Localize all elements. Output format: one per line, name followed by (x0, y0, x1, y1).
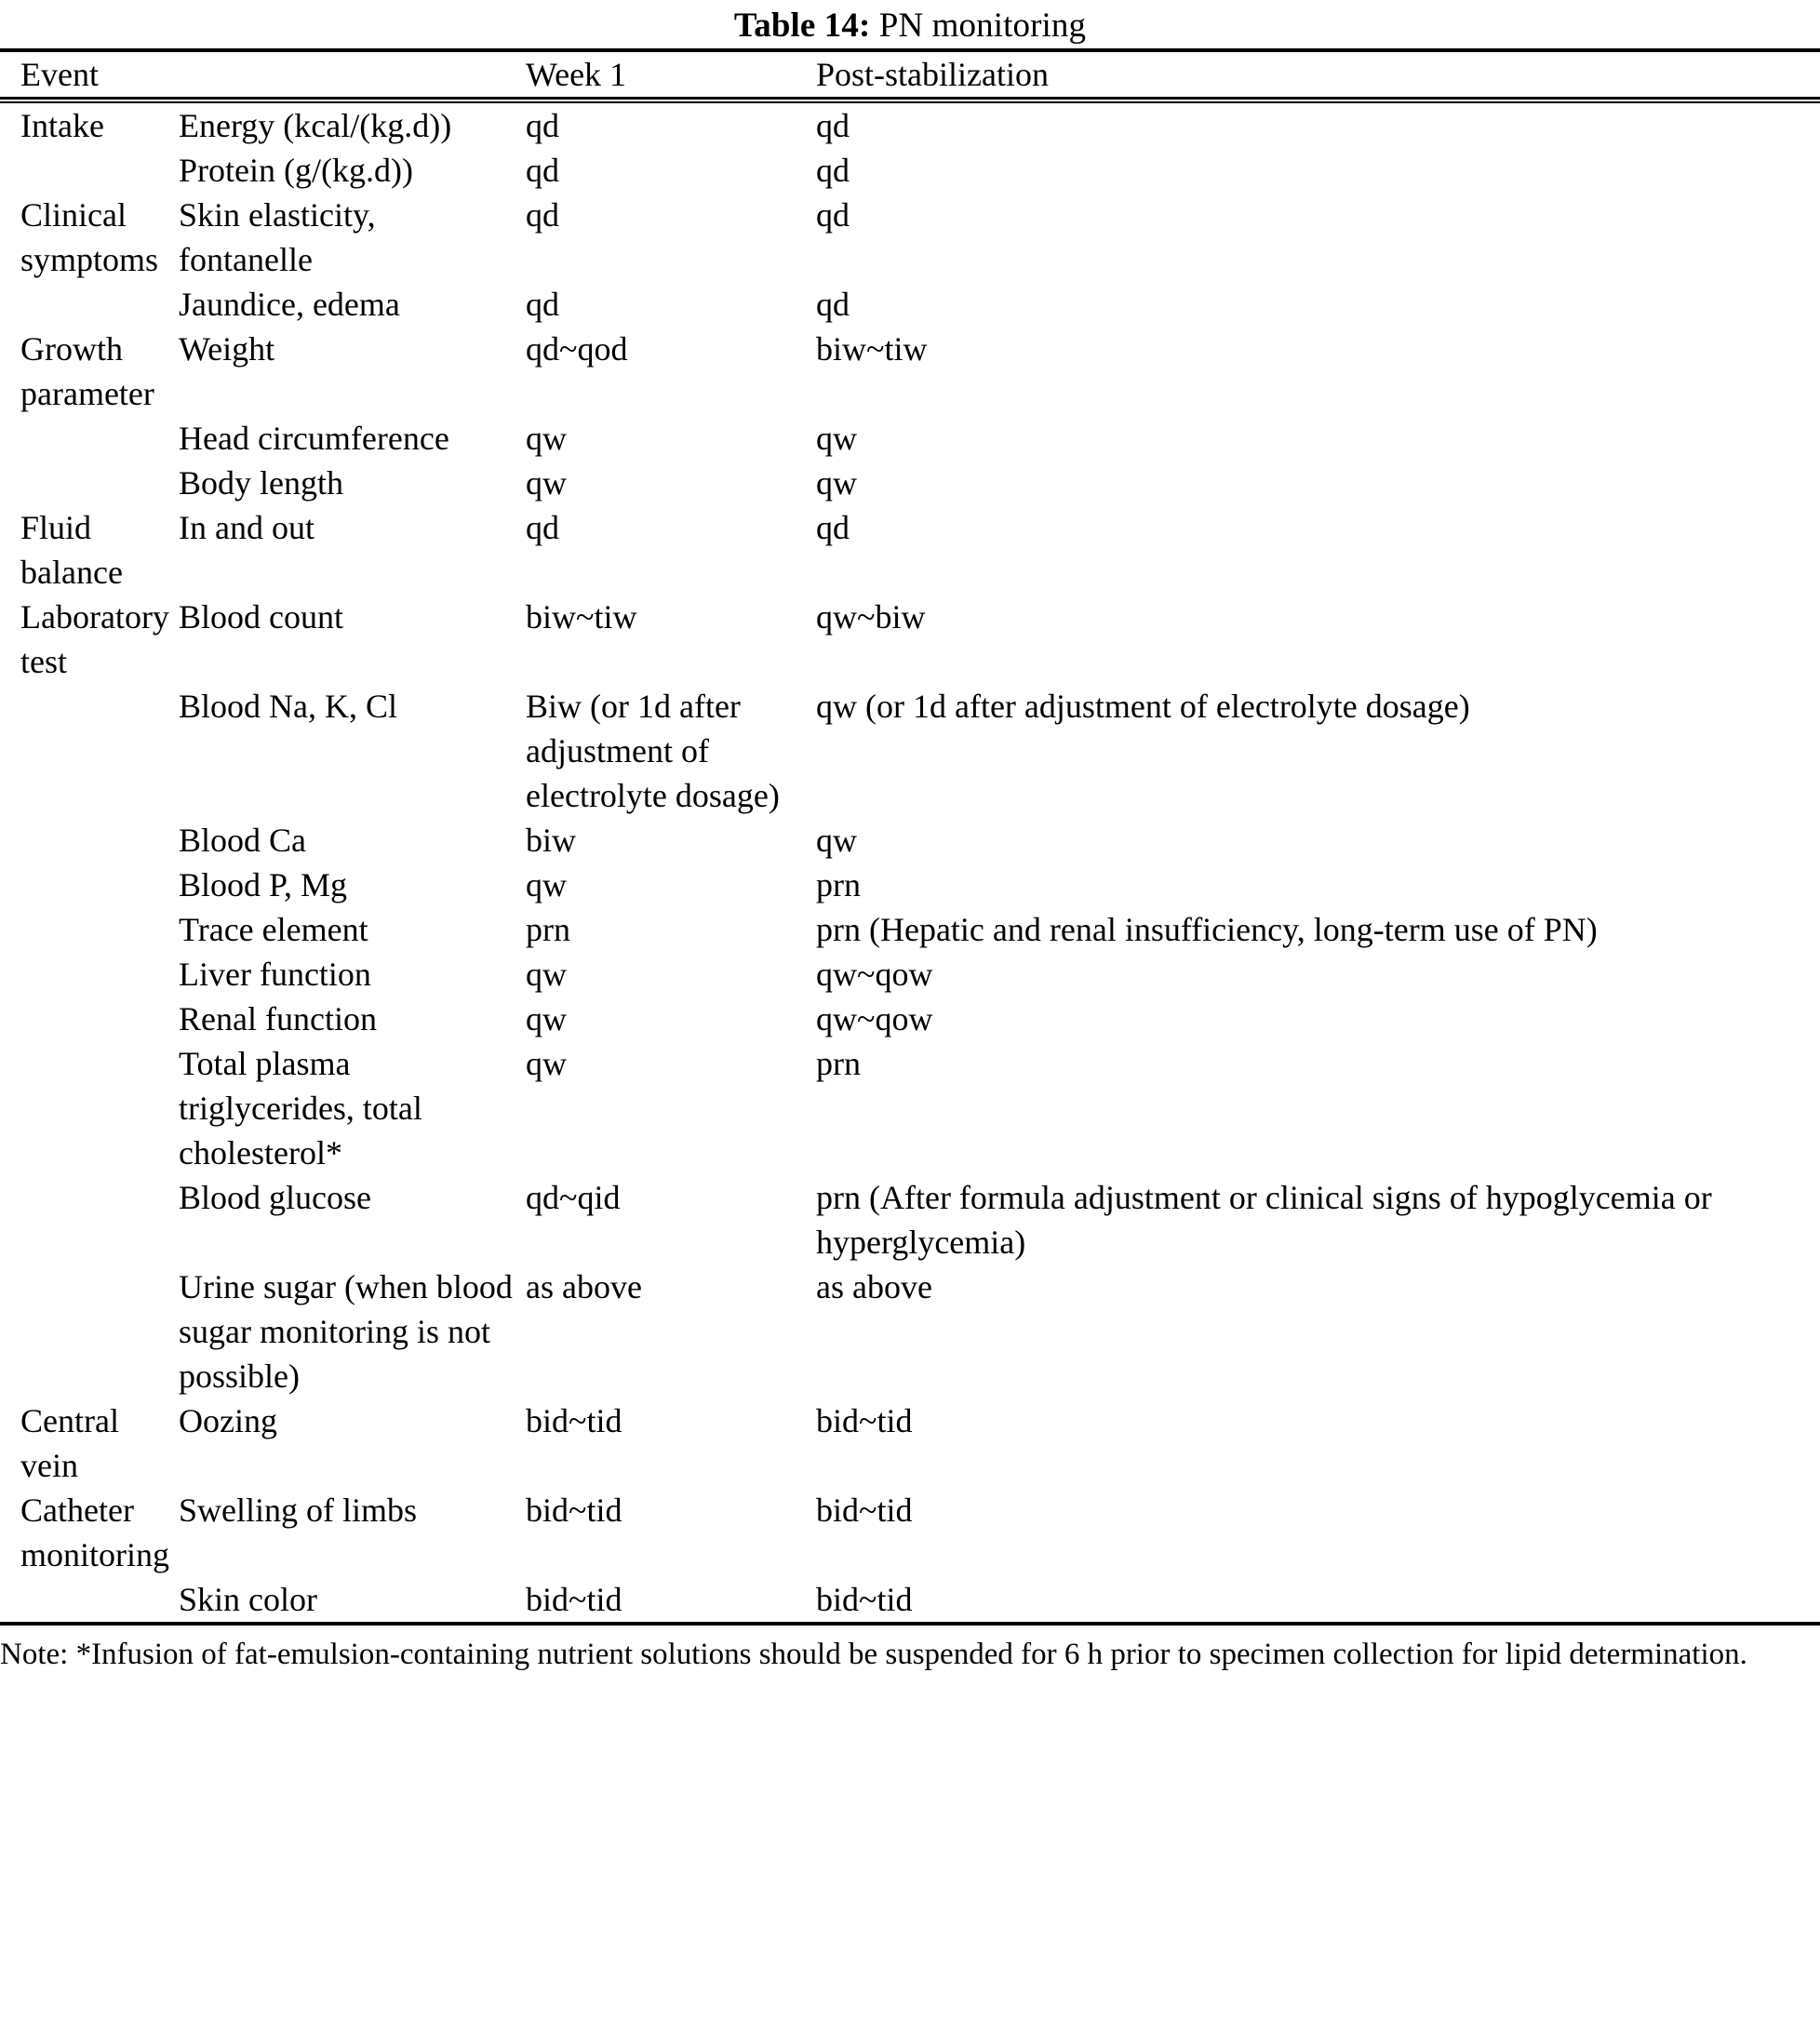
table-caption (0, 0, 1820, 48)
row-post-stabilization-value: prn (816, 866, 861, 903)
row-group-label-empty (0, 684, 179, 818)
row-group-label-empty (0, 818, 179, 863)
table-row (0, 1398, 1820, 1488)
group-name: Central vein (20, 1402, 119, 1484)
row-week1-value: qd (526, 107, 559, 144)
column-header-post-stabilization: Post-stabilization (816, 56, 1049, 93)
row-group-label-empty (0, 461, 179, 505)
row-week1-value: biw (526, 822, 576, 859)
table-row (0, 952, 1820, 997)
table-header-rule (0, 97, 1820, 103)
row-week1-value: prn (526, 911, 570, 948)
row-group-label-empty (0, 148, 179, 193)
row-week1-value: qd~qid (526, 1179, 621, 1216)
row-week1-value: bid~tid (526, 1402, 622, 1439)
row-post-stabilization-value: qw~qow (816, 1000, 933, 1037)
row-item-label: Blood count (179, 598, 343, 636)
table-header-row (0, 52, 1820, 97)
table-row (0, 505, 1820, 595)
row-post-stabilization-value: qd (816, 152, 850, 189)
row-item-label: Swelling of limbs (179, 1492, 418, 1529)
row-group-label-empty (0, 1265, 179, 1398)
table-row (0, 1175, 1820, 1265)
group-name: Fluid balance (20, 509, 123, 591)
row-item-label: Urine sugar (when blood sugar monitoring is not possible) (179, 1268, 513, 1395)
row-group-label-empty (0, 1041, 179, 1175)
row-week1-value: Biw (or 1d after adjustment of electrolyte dosage) (526, 688, 780, 814)
row-group-label (0, 1398, 179, 1488)
table-row (0, 595, 1820, 684)
group-name: Growth parameter (20, 330, 154, 412)
row-week1-value: qw (526, 420, 567, 457)
row-item-label: Skin color (179, 1581, 317, 1618)
table-row (0, 863, 1820, 907)
row-group-label-empty (0, 282, 179, 327)
table-row (0, 907, 1820, 952)
row-group-label (0, 1488, 179, 1577)
row-post-stabilization-value: qw (816, 420, 857, 457)
table-row (0, 1041, 1820, 1175)
pn-monitoring-table (0, 52, 1820, 97)
table-row (0, 684, 1820, 818)
row-group-label (0, 193, 179, 282)
row-week1-value: qd (526, 509, 559, 546)
table-row (0, 1577, 1820, 1622)
row-item-label: Protein (g/(kg.d)) (179, 152, 413, 189)
row-post-stabilization-value: prn (816, 1045, 861, 1082)
row-post-stabilization-value: prn (After formula adjustment or clinical signs of hypoglycemia or hyperglycemia) (816, 1179, 1712, 1261)
table-row (0, 997, 1820, 1041)
row-post-stabilization-value: qw (816, 822, 857, 859)
table-row (0, 416, 1820, 461)
row-item-label: Jaundice, edema (179, 286, 400, 323)
table-row (0, 193, 1820, 282)
group-name: Catheter monitoring (20, 1492, 169, 1573)
row-week1-value: as above (526, 1268, 642, 1305)
row-post-stabilization-value: qw~biw (816, 598, 926, 636)
row-week1-value: bid~tid (526, 1581, 622, 1618)
row-post-stabilization-value: qw~qow (816, 956, 933, 993)
row-group-label-empty (0, 997, 179, 1041)
row-item-label: Oozing (179, 1402, 277, 1439)
row-post-stabilization-value: as above (816, 1268, 932, 1305)
group-name: Intake (20, 107, 104, 144)
group-name: Laboratory test (20, 598, 169, 680)
row-post-stabilization-value: qd (816, 196, 850, 234)
table-row (0, 148, 1820, 193)
row-week1-value: qw (526, 1045, 567, 1082)
row-group-label (0, 505, 179, 595)
table-row (0, 103, 1820, 148)
row-week1-value: qw (526, 464, 567, 502)
row-week1-value: qd (526, 152, 559, 189)
row-group-label (0, 103, 179, 148)
row-post-stabilization-value: qd (816, 107, 850, 144)
row-item-label: Trace element (179, 911, 368, 948)
row-item-label: Blood P, Mg (179, 866, 348, 903)
column-header-event: Event (20, 56, 99, 93)
row-group-label-empty (0, 907, 179, 952)
row-post-stabilization-value: prn (Hepatic and renal insufficiency, long-term use of PN) (816, 911, 1598, 948)
row-group-label (0, 327, 179, 416)
table-row (0, 327, 1820, 416)
column-header-item (179, 52, 526, 97)
row-post-stabilization-value: bid~tid (816, 1581, 913, 1618)
row-week1-value: qd~qod (526, 330, 628, 368)
row-item-label: In and out (179, 509, 314, 546)
column-header-week1: Week 1 (526, 56, 627, 93)
caption-label: Table 14: (733, 7, 871, 45)
table-row (0, 282, 1820, 327)
row-post-stabilization-value: qw (or 1d after adjustment of electrolyte dosage) (816, 688, 1470, 725)
row-week1-value: qd (526, 196, 559, 234)
row-item-label: Body length (179, 464, 343, 502)
row-group-label-empty (0, 416, 179, 461)
caption-text: PN monitoring (878, 7, 1087, 45)
row-week1-value: qd (526, 286, 559, 323)
table-body (0, 103, 1820, 1622)
row-group-label-empty (0, 952, 179, 997)
row-group-label-empty (0, 863, 179, 907)
row-item-label: Weight (179, 330, 275, 368)
row-week1-value: qw (526, 866, 567, 903)
row-post-stabilization-value: biw~tiw (816, 330, 928, 368)
row-post-stabilization-value: bid~tid (816, 1402, 913, 1439)
row-post-stabilization-value: qw (816, 464, 857, 502)
row-item-label: Renal function (179, 1000, 377, 1037)
pn-monitoring-table-body (0, 103, 1820, 1622)
row-item-label: Blood Na, K, Cl (179, 688, 398, 725)
row-item-label: Head circumference (179, 420, 449, 457)
row-item-label: Liver function (179, 956, 371, 993)
row-item-label: Blood Ca (179, 822, 307, 859)
row-post-stabilization-value: bid~tid (816, 1492, 913, 1529)
table-note: Note: *Infusion of fat-emulsion-containing nutrient solutions should be suspended for 6 h prior to specimen collection for lipid determination. (0, 1638, 1747, 1671)
table-row (0, 818, 1820, 863)
table-row (0, 1488, 1820, 1577)
row-post-stabilization-value: qd (816, 509, 850, 546)
table-row (0, 1265, 1820, 1398)
group-name: Clinical symptoms (20, 196, 159, 278)
row-item-label: Blood glucose (179, 1179, 371, 1216)
row-week1-value: qw (526, 956, 567, 993)
row-post-stabilization-value: qd (816, 286, 850, 323)
row-item-label: Skin elasticity, fontanelle (179, 196, 376, 278)
row-week1-value: qw (526, 1000, 567, 1037)
row-group-label-empty (0, 1175, 179, 1265)
table-row (0, 461, 1820, 505)
row-item-label: Total plasma triglycerides, total cholesterol* (179, 1045, 422, 1171)
row-week1-value: biw~tiw (526, 598, 637, 636)
row-group-label (0, 595, 179, 684)
row-group-label-empty (0, 1577, 179, 1622)
row-item-label: Energy (kcal/(kg.d)) (179, 107, 452, 144)
row-week1-value: bid~tid (526, 1492, 622, 1529)
